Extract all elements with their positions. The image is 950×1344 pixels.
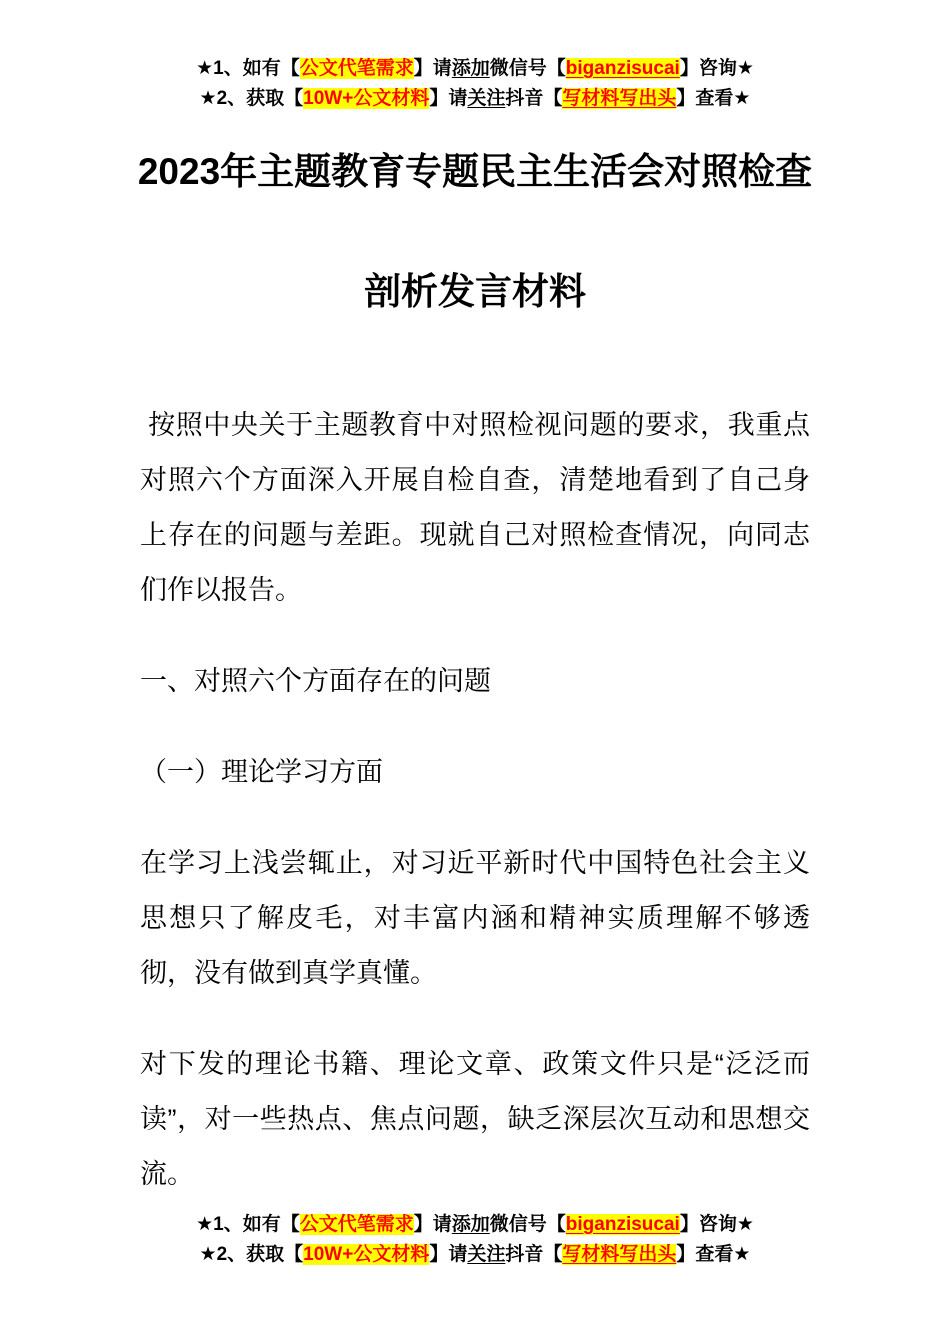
promo-segment: 关注 bbox=[467, 88, 506, 109]
paragraph-intro: 按照中央关于主题教育中对照检视问题的要求，我重点对照六个方面深入开展自检自查，清楚地看到了自己身上存在的问题与差距。现就自己对照检查情况，向同志们作以报告。 bbox=[140, 410, 810, 605]
paragraph-theory-study: 在学习上浅尝辄止，对习近平新时代中国特色社会主义思想只了解皮毛，对丰富内涵和精神实质理解不够透彻，没有做到真学真懂。 bbox=[140, 848, 810, 988]
promo-segment: 抖音【 bbox=[505, 88, 563, 109]
paragraph-theory-reading: 对下发的理论书籍、理论文章、政策文件只是“泛泛而读”，对一些热点、焦点问题，缺乏深层次互动和思想交流。 bbox=[140, 1049, 810, 1189]
promo-segment: 写材料写出头 bbox=[562, 1244, 677, 1265]
promo-segment: biganzisucai bbox=[565, 58, 680, 79]
header-promo-line-1 bbox=[0, 54, 950, 84]
document-title-line-1: 2023年主题教育专题民主生活会对照检查 bbox=[137, 151, 813, 192]
promo-segment: 】请 bbox=[429, 88, 468, 109]
promo-segment: 添加 bbox=[451, 58, 490, 79]
section-heading: 一、对照六个方面存在的问题 bbox=[140, 666, 491, 696]
promo-segment: 】请 bbox=[413, 1214, 452, 1235]
promo-segment: 】查看★ bbox=[676, 1244, 751, 1265]
promo-segment: 写材料写出头 bbox=[562, 88, 677, 109]
promo-segment: ★2、获取【 bbox=[199, 88, 304, 109]
document-body bbox=[140, 398, 810, 1202]
promo-segment: ★1、如有【 bbox=[196, 1214, 300, 1235]
promo-segment: 关注 bbox=[467, 1244, 506, 1265]
promo-segment: 抖音【 bbox=[505, 1244, 563, 1265]
promo-segment: 微信号【 bbox=[489, 1214, 566, 1235]
promo-segment: 10W+公文材料 bbox=[303, 1244, 430, 1265]
header-promo-line-2 bbox=[0, 84, 950, 114]
promo-segment: 】请 bbox=[413, 58, 452, 79]
promo-segment: ★1、如有【 bbox=[196, 58, 300, 79]
document-title-line-2: 剖析发言材料 bbox=[364, 271, 586, 312]
promo-segment: 添加 bbox=[451, 1214, 490, 1235]
header-promo bbox=[0, 0, 950, 114]
promo-segment: 】查看★ bbox=[676, 88, 751, 109]
footer-promo bbox=[0, 1210, 950, 1270]
footer-promo-line-2 bbox=[0, 1240, 950, 1270]
promo-segment: biganzisucai bbox=[565, 1214, 680, 1235]
subsection-heading: （一）理论学习方面 bbox=[140, 757, 383, 787]
promo-segment: 10W+公文材料 bbox=[303, 88, 430, 109]
promo-segment: 】咨询★ bbox=[679, 58, 754, 79]
promo-segment: 】请 bbox=[429, 1244, 468, 1265]
promo-segment: ★2、获取【 bbox=[199, 1244, 304, 1265]
promo-segment: 】咨询★ bbox=[679, 1214, 754, 1235]
footer-promo-line-1 bbox=[0, 1210, 950, 1240]
promo-segment: 公文代笔需求 bbox=[299, 58, 414, 79]
promo-segment: 微信号【 bbox=[489, 58, 566, 79]
promo-segment: 公文代笔需求 bbox=[299, 1214, 414, 1235]
